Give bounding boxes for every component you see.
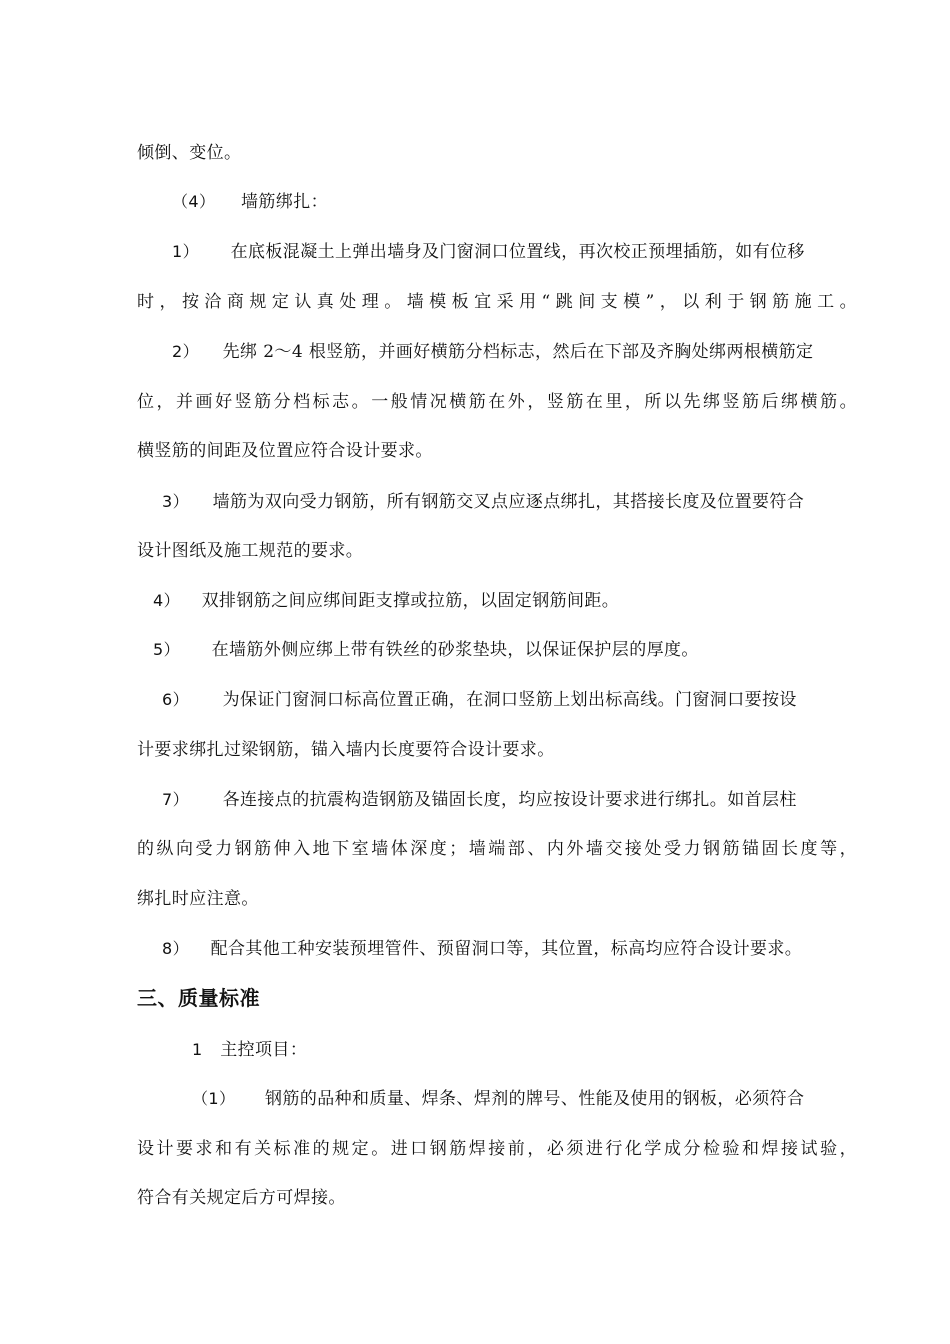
line-text: 符合有关规定后方可焊接。 [137, 1188, 346, 1208]
line-text: 位，并画好竖筋分档标志。一般情况横筋在外，竖筋在里，所以先绑竖筋后绑横筋。 [137, 392, 857, 412]
line-text: 时，按洽商规定认真处理。墙模板宜采用“跳间支模”，以利于钢筋施工。 [137, 292, 857, 312]
list-item-6-line-2 [137, 738, 555, 762]
paragraph-line [137, 141, 241, 165]
list-item-3-line-1 [162, 490, 804, 514]
item-number: 5） [153, 640, 180, 659]
line-text: 设计要求和有关标准的规定。进口钢筋焊接前，必须进行化学成分检验和焊接试验， [137, 1139, 857, 1159]
item-number: 3） [162, 492, 189, 511]
list-item-2-line-1 [172, 340, 813, 364]
list-item-5 [153, 638, 699, 662]
item-number: 4） [153, 591, 180, 610]
list-item-8 [162, 937, 802, 961]
item-number: 1） [172, 242, 199, 261]
line-text: 在底板混凝土上弹出墙身及门窗洞口位置线，再次校正预埋插筋，如有位移 [230, 242, 805, 262]
item-number: 6） [162, 690, 189, 709]
clause-1-line-3 [137, 1186, 346, 1210]
line-text: 主控项目： [220, 1040, 308, 1060]
line-text: 双排钢筋之间应绑间距支撑或拉筋，以固定钢筋间距。 [201, 591, 620, 611]
line-text: 为保证门窗洞口标高位置正确，在洞口竖筋上划出标高线。门窗洞口要按设 [222, 690, 797, 710]
line-text: 横竖筋的间距及位置应符合设计要求。 [137, 441, 433, 461]
line-text: 配合其他工种安装预埋管件、预留洞口等，其位置，标高均应符合设计要求。 [210, 939, 803, 959]
list-item-7-line-3 [137, 887, 259, 911]
list-item-7-line-1 [162, 788, 797, 812]
list-item-6-line-1 [162, 688, 797, 712]
line-text: 计要求绑扎过梁钢筋，锚入墙内长度要符合设计要求。 [137, 740, 555, 760]
line-text: 的纵向受力钢筋伸入地下室墙体深度；墙端部、内外墙交接处受力钢筋锚固长度等， [137, 839, 857, 859]
line-text: 先绑 2～4 根竖筋，并画好横筋分档标志，然后在下部及齐胸处绑两根横筋定 [222, 342, 814, 362]
line-text: 绑扎时应注意。 [137, 889, 259, 909]
list-item-3-line-2 [137, 539, 363, 563]
item-number: 7） [162, 790, 189, 809]
list-item-1-line-2 [137, 290, 857, 314]
clause-1-line-1 [192, 1087, 804, 1111]
item-number: 1 [192, 1040, 203, 1059]
line-text: 各连接点的抗震构造钢筋及锚固长度，均应按设计要求进行绑扎。如首层柱 [222, 790, 797, 810]
section-heading-wall-rebar [172, 190, 328, 214]
line-text: 倾倒、变位。 [137, 143, 242, 163]
subsection-main-control-items [192, 1038, 307, 1062]
line-text: 墙筋为双向受力钢筋，所有钢筋交叉点应逐点绑扎，其搭接长度及位置要符合 [212, 492, 805, 512]
list-item-1-line-1 [172, 240, 805, 264]
line-text: 设计图纸及施工规范的要求。 [137, 541, 364, 561]
item-number: （1） [192, 1089, 236, 1108]
line-text: 在墙筋外侧应绑上带有铁丝的砂浆垫块，以保证保护层的厚度。 [211, 640, 699, 660]
list-item-2-line-2 [137, 390, 857, 414]
list-item-4 [153, 589, 619, 613]
list-item-7-line-2 [137, 837, 857, 861]
line-text: 钢筋的品种和质量、焊条、焊剂的牌号、性能及使用的钢板，必须符合 [265, 1089, 805, 1109]
item-number: 8） [162, 939, 189, 958]
clause-1-line-2 [137, 1137, 857, 1161]
item-number: （4） [172, 192, 216, 211]
list-item-2-line-3 [137, 439, 433, 463]
section-heading-quality-standard: 三、质量标准 [137, 986, 260, 1010]
item-number: 2） [172, 342, 199, 361]
line-text: 墙筋绑扎： [241, 192, 329, 212]
